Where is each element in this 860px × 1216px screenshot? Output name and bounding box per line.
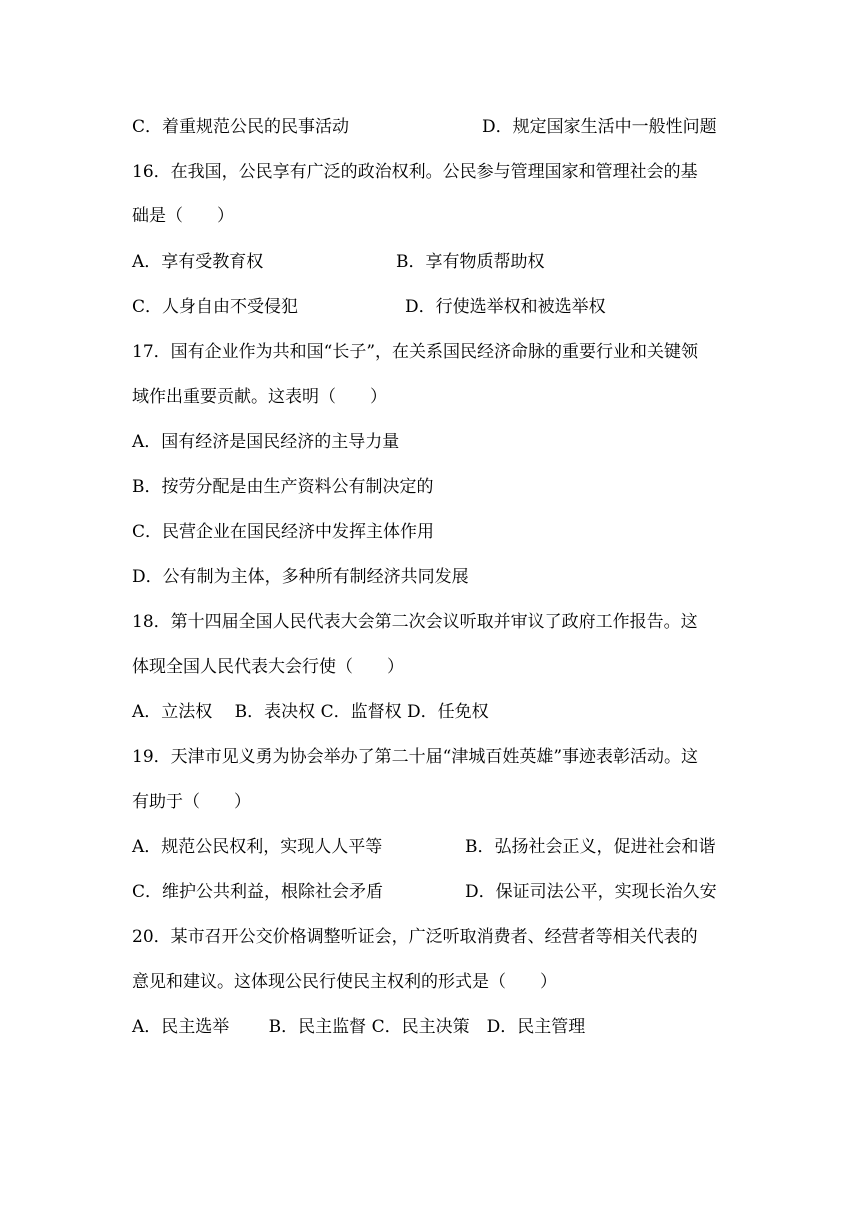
q19-option-d: D．保证司法公平，实现长治久安: [465, 882, 717, 902]
q18-options: A．立法权 B．表决权 C．监督权 D．任免权: [132, 702, 489, 722]
q17-stem-line1: 17．国有企业作为共和国“长子”，在关系国民经济命脉的重要行业和关键领: [132, 342, 699, 362]
q20-stem-line1: 20．某市召开公交价格调整听证会，广泛听取消费者、经营者等相关代表的: [132, 927, 698, 947]
q19-stem-line1: 19．天津市见义勇为协会举办了第二十届“津城百姓英雄”事迹表彰活动。这: [132, 747, 699, 767]
q17-stem-line2: 域作出重要贡献。这表明（ ）: [132, 387, 387, 407]
q17-option-b: B．按劳分配是由生产资料公有制决定的: [132, 477, 434, 497]
q19-option-b: B．弘扬社会正义，促进社会和谐: [465, 837, 716, 857]
q20-stem-line2: 意见和建议。这体现公民行使民主权利的形式是（ ）: [132, 972, 557, 992]
q16-stem-line1: 16．在我国，公民享有广泛的政治权利。公民参与管理国家和管理社会的基: [132, 162, 698, 182]
q16-option-d: D．行使选举权和被选举权: [405, 297, 606, 317]
q17-option-a: A．国有经济是国民经济的主导力量: [132, 432, 400, 452]
q16-option-c: C．人身自由不受侵犯: [132, 297, 299, 317]
q18-stem-line1: 18．第十四届全国人民代表大会第二次会议听取并审议了政府工作报告。这: [132, 612, 698, 632]
q15-option-c: C．着重规范公民的民事活动: [132, 117, 350, 137]
q19-option-a: A．规范公民权利，实现人人平等: [132, 837, 383, 857]
q16-option-a: A．享有受教育权: [132, 252, 264, 272]
q16-option-b: B．享有物质帮助权: [396, 252, 545, 272]
q20-options: A．民主选举 B．民主监督 C．民主决策 D．民主管理: [132, 1017, 586, 1037]
q17-option-c: C．民营企业在国民经济中发挥主体作用: [132, 522, 435, 542]
q19-option-c: C．维护公共利益，根除社会矛盾: [132, 882, 384, 902]
q16-stem-line2: 础是（ ）: [132, 206, 234, 226]
q19-stem-line2: 有助于（ ）: [132, 792, 251, 812]
q17-option-d: D．公有制为主体，多种所有制经济共同发展: [132, 567, 469, 587]
q15-option-d: D．规定国家生活中一般性问题: [482, 117, 717, 137]
q18-stem-line2: 体现全国人民代表大会行使（ ）: [132, 657, 404, 677]
